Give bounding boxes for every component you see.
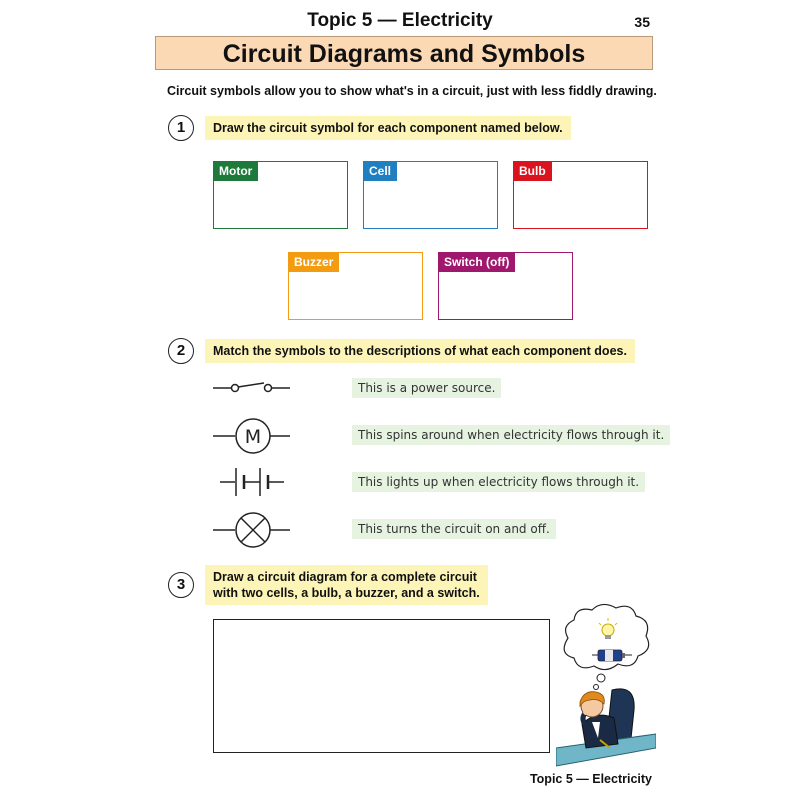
motor-symbol[interactable] [210,418,295,454]
motor-symbol-letter: M [244,426,262,448]
battery-symbol[interactable] [218,464,288,500]
description-spins[interactable]: This spins around when electricity flows through it. [352,425,670,445]
question-3-line-2: with two cells, a bulb, a buzzer, and a switch. [213,586,480,600]
question-3-instruction [205,565,488,605]
intro-text: Circuit symbols allow you to show what's in a circuit, just with less fiddly drawing. [167,84,657,98]
open-switch-symbol[interactable] [210,375,295,400]
page-title: Circuit Diagrams and Symbols [155,36,653,70]
footer-topic: Topic 5 — Electricity [529,772,652,786]
question-1-number: 1 [168,115,194,141]
switch-answer-box[interactable] [438,252,573,320]
description-lights-up[interactable]: This lights up when electricity flows through it. [352,472,645,492]
page-number: 35 [634,14,650,30]
bulb-answer-box[interactable] [513,161,648,229]
switch-label: Switch (off) [438,252,515,272]
buzzer-label: Buzzer [288,252,339,272]
circuit-diagram-answer-box[interactable] [213,619,550,753]
bulb-symbol[interactable] [210,511,295,549]
question-2-number: 2 [168,338,194,364]
description-power-source[interactable]: This is a power source. [352,378,501,398]
bulb-label: Bulb [513,161,552,181]
question-1-instruction: Draw the circuit symbol for each component named below. [205,116,571,140]
topic-header: Topic 5 — Electricity [307,10,493,31]
question-3-number: 3 [168,572,194,598]
question-2-instruction: Match the symbols to the descriptions of what each component does. [205,339,635,363]
cell-answer-box[interactable] [363,161,498,229]
description-on-off[interactable]: This turns the circuit on and off. [352,519,556,539]
motor-label: Motor [213,161,258,181]
buzzer-answer-box[interactable] [288,252,423,320]
cell-label: Cell [363,161,397,181]
question-3-line-1: Draw a circuit diagram for a complete circuit [213,570,477,584]
motor-answer-box[interactable] [213,161,348,229]
thinking-boy-illustration [556,598,656,768]
